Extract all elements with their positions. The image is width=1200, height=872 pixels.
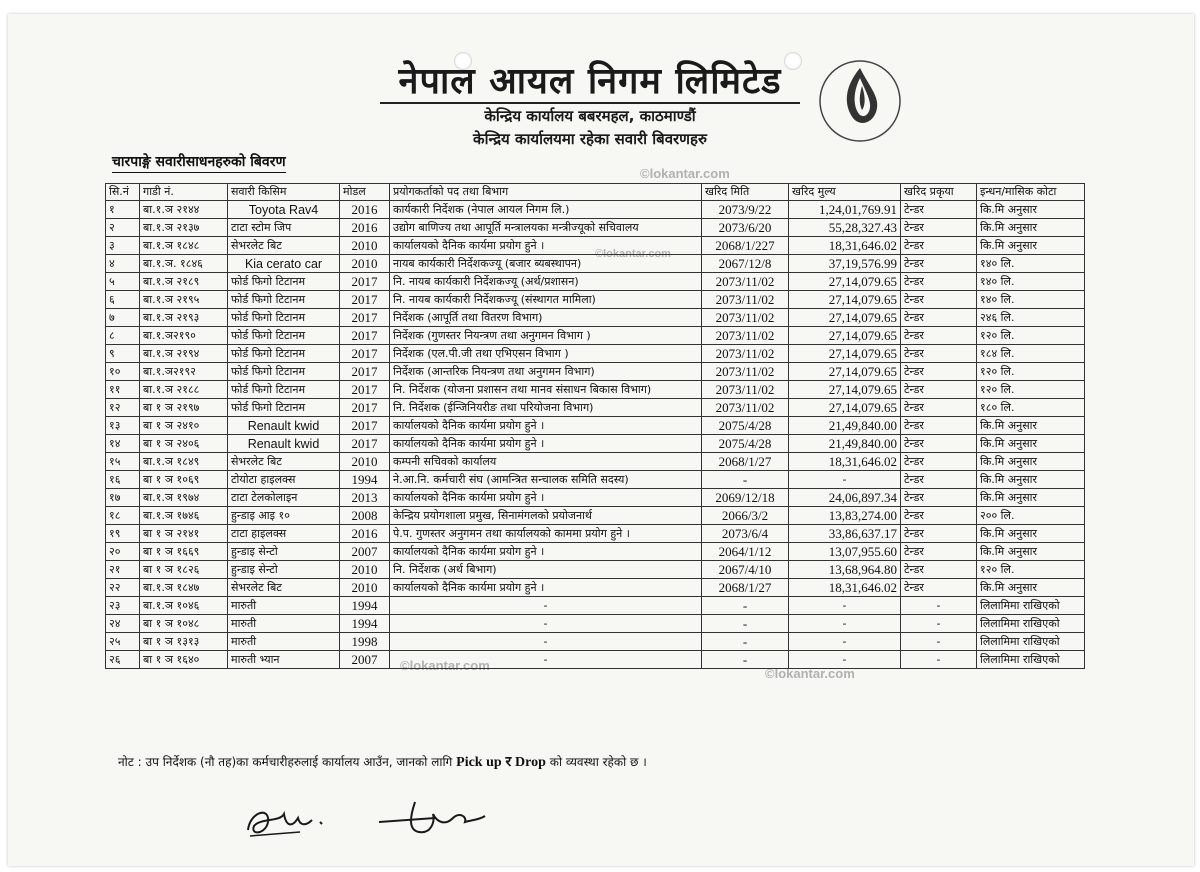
purchase-process-cell: - (901, 615, 977, 633)
purchase-price-cell: 33,86,637.17 (789, 525, 901, 543)
plate-number-cell: बा १ ञ २४०६ (140, 435, 228, 453)
table-row (106, 201, 1085, 219)
purchase-process-cell: टेन्डर (901, 399, 977, 417)
watermark: ©lokantar.com (595, 248, 671, 260)
purchase-process-cell: टेन्डर (901, 363, 977, 381)
purchase-price-cell: - (789, 615, 901, 633)
fuel-quota-cell: १२० लि. (977, 327, 1085, 345)
user-department-cell: उद्योग बाणिज्य तथा आपूर्ति मन्त्रालयका मन्त्रीज्यूको सचिवालय (390, 219, 702, 237)
purchase-date-cell: 2073/11/02 (702, 345, 789, 363)
model-year-cell: 1994 (340, 615, 390, 633)
fuel-quota-cell: लिलामिमा राखिएको (977, 615, 1085, 633)
table-row (106, 327, 1085, 345)
purchase-price-cell: 27,14,079.65 (789, 327, 901, 345)
user-department-cell: कार्यालयको दैनिक कार्यमा प्रयोग हुने । (390, 489, 702, 507)
user-department-cell: - (390, 597, 702, 615)
purchase-process-cell: टेन्डर (901, 219, 977, 237)
purchase-price-cell: 37,19,576.99 (789, 255, 901, 273)
user-department-cell: कम्पनी सचिवको कार्यालय (390, 453, 702, 471)
fuel-quota-cell: १२० लि. (977, 363, 1085, 381)
purchase-date-cell: - (702, 597, 789, 615)
model-year-cell: 2010 (340, 255, 390, 273)
plate-number-cell: बा १ ञ १०६९ (140, 471, 228, 489)
model-year-cell: 2017 (340, 273, 390, 291)
purchase-date-cell: 2067/12/8 (702, 255, 789, 273)
purchase-price-cell: 13,07,955.60 (789, 543, 901, 561)
fuel-quota-cell: कि.मि अनुसार (977, 453, 1085, 471)
model-year-cell: 2013 (340, 489, 390, 507)
fuel-quota-cell: लिलामिमा राखिएको (977, 597, 1085, 615)
plate-number-cell: बा.१.ञ १८४८ (140, 237, 228, 255)
plate-number-cell: बा.१.ञ २१८८ (140, 381, 228, 399)
plate-number-cell: बा.१.ञ २१३७ (140, 219, 228, 237)
purchase-process-cell: - (901, 651, 977, 669)
serial-number-cell: २२ (106, 579, 140, 597)
model-year-cell: 1994 (340, 471, 390, 489)
footer-note (118, 752, 647, 771)
fuel-quota-cell: १२० लि. (977, 381, 1085, 399)
purchase-price-cell: 13,68,964.80 (789, 561, 901, 579)
user-department-cell: नि. निर्देशक (ईन्जिनियरीङ तथा परियोजना विभाग) (390, 399, 702, 417)
fuel-quota-cell: कि.मि अनुसार (977, 579, 1085, 597)
purchase-date-cell: 2073/11/02 (702, 399, 789, 417)
purchase-price-cell: 27,14,079.65 (789, 291, 901, 309)
purchase-process-cell: टेन्डर (901, 201, 977, 219)
purchase-process-cell: टेन्डर (901, 489, 977, 507)
fuel-quota-cell: १८४ लि. (977, 345, 1085, 363)
serial-number-cell: १ (106, 201, 140, 219)
purchase-process-cell: टेन्डर (901, 309, 977, 327)
note-pickup: Pick up (456, 755, 502, 770)
plate-number-cell: बा १ ञ १०४८ (140, 615, 228, 633)
user-department-cell: नि. नायब कार्यकारी निर्देशकज्यू (संस्थागत मामिला) (390, 291, 702, 309)
vehicle-type-cell: Renault kwid (228, 417, 340, 435)
table-row (106, 615, 1085, 633)
purchase-date-cell: - (702, 633, 789, 651)
column-header: मोडल (340, 184, 390, 201)
table-row (106, 471, 1085, 489)
model-year-cell: 2016 (340, 201, 390, 219)
fuel-quota-cell: १४० लि. (977, 291, 1085, 309)
serial-number-cell: १३ (106, 417, 140, 435)
model-year-cell: 2010 (340, 237, 390, 255)
table-header-row (106, 184, 1085, 201)
user-department-cell: निर्देशक (आन्तरिक नियन्त्रण तथा अनुगमन विभाग) (390, 363, 702, 381)
user-department-cell: नि. निर्देशक (अर्थ बिभाग) (390, 561, 702, 579)
model-year-cell: 2017 (340, 327, 390, 345)
serial-number-cell: २५ (106, 633, 140, 651)
table-row (106, 453, 1085, 471)
user-department-cell: निर्देशक (गुणस्तर नियन्त्रण तथा अनुगमन विभाग ) (390, 327, 702, 345)
plate-number-cell: बा १ ञ २४१० (140, 417, 228, 435)
fuel-quota-cell: कि.मि अनुसार (977, 219, 1085, 237)
table-row (106, 363, 1085, 381)
user-department-cell: - (390, 651, 702, 669)
purchase-process-cell: टेन्डर (901, 453, 977, 471)
model-year-cell: 2017 (340, 435, 390, 453)
serial-number-cell: २३ (106, 597, 140, 615)
serial-number-cell: ८ (106, 327, 140, 345)
note-suffix: को व्यवस्था रहेको छ । (549, 755, 647, 769)
serial-number-cell: ७ (106, 309, 140, 327)
column-header: इन्धन/मासिक कोटा (977, 184, 1085, 201)
purchase-price-cell: - (789, 633, 901, 651)
plate-number-cell: बा.१.ञ १०४६ (140, 597, 228, 615)
purchase-date-cell: 2068/1/227 (702, 237, 789, 255)
plate-number-cell: बा.१.ञ १८४९ (140, 453, 228, 471)
model-year-cell: 2010 (340, 561, 390, 579)
fuel-quota-cell: कि.मि अनुसार (977, 237, 1085, 255)
serial-number-cell: ५ (106, 273, 140, 291)
signature-1 (240, 792, 350, 842)
user-department-cell: कार्यालयको दैनिक कार्यमा प्रयोग हुने । (390, 417, 702, 435)
plate-number-cell: बा.१.ञ २१९३ (140, 309, 228, 327)
table-row (106, 273, 1085, 291)
vehicle-type-cell: Renault kwid (228, 435, 340, 453)
plate-number-cell: बा १ ञ २१९७ (140, 399, 228, 417)
table-row (106, 345, 1085, 363)
table-row (106, 597, 1085, 615)
purchase-process-cell: - (901, 633, 977, 651)
serial-number-cell: ४ (106, 255, 140, 273)
user-department-cell: नायब कार्यकारी निर्देशकज्यू (बजार ब्यबस्थापन) (390, 255, 702, 273)
serial-number-cell: २४ (106, 615, 140, 633)
purchase-date-cell: 2073/6/4 (702, 525, 789, 543)
user-department-cell: केन्द्रिय प्रयोगशाला प्रमुख, सिनामंगलको प्रयोजनार्थ (390, 507, 702, 525)
vehicle-type-cell: हुन्डाइ आइ १० (228, 507, 340, 525)
user-department-cell: - (390, 615, 702, 633)
purchase-date-cell: 2067/4/10 (702, 561, 789, 579)
plate-number-cell: बा.१.ञ२१९० (140, 327, 228, 345)
purchase-price-cell: - (789, 651, 901, 669)
purchase-process-cell: टेन्डर (901, 435, 977, 453)
table-row (106, 651, 1085, 669)
vehicle-type-cell: फोर्ड फिगो टिटानम (228, 273, 340, 291)
plate-number-cell: बा.१.ञ १९७४ (140, 489, 228, 507)
plate-number-cell: बा १ ञ २१४१ (140, 525, 228, 543)
table-row (106, 489, 1085, 507)
table-row (106, 237, 1085, 255)
purchase-date-cell: - (702, 615, 789, 633)
model-year-cell: 2007 (340, 651, 390, 669)
plate-number-cell: बा १ ञ १३१३ (140, 633, 228, 651)
fuel-quota-cell: २०० लि. (977, 507, 1085, 525)
purchase-date-cell: 2073/9/22 (702, 201, 789, 219)
user-department-cell: कार्यालयको दैनिक कार्यमा प्रयोग हुने । (390, 579, 702, 597)
purchase-process-cell: टेन्डर (901, 327, 977, 345)
model-year-cell: 2017 (340, 363, 390, 381)
purchase-price-cell: 21,49,840.00 (789, 417, 901, 435)
table-row (106, 543, 1085, 561)
model-year-cell: 2016 (340, 525, 390, 543)
table-row (106, 219, 1085, 237)
purchase-process-cell: टेन्डर (901, 507, 977, 525)
vehicle-type-cell: मारुती भ्यान (228, 651, 340, 669)
user-department-cell: पे.प. गुणस्तर अनुगमन तथा कार्यालयको काममा प्रयोग हुने । (390, 525, 702, 543)
model-year-cell: 1998 (340, 633, 390, 651)
plate-number-cell: बा.१.ञ२१९२ (140, 363, 228, 381)
serial-number-cell: १८ (106, 507, 140, 525)
purchase-process-cell: टेन्डर (901, 579, 977, 597)
model-year-cell: 2008 (340, 507, 390, 525)
signature-2 (375, 792, 495, 842)
fuel-quota-cell: कि.मि अनुसार (977, 201, 1085, 219)
vehicle-type-cell: मारुती (228, 633, 340, 651)
model-year-cell: 2017 (340, 309, 390, 327)
column-header: सि.नं (106, 184, 140, 201)
user-department-cell: कार्यकारी निर्देशक (नेपाल आयल निगम लि.) (390, 201, 702, 219)
vehicle-type-cell: टाटा टेलकोलाइन (228, 489, 340, 507)
model-year-cell: 2007 (340, 543, 390, 561)
note-drop: Drop (515, 755, 546, 770)
table-row (106, 633, 1085, 651)
user-department-cell: कार्यालयको दैनिक कार्यमा प्रयोग हुने । (390, 543, 702, 561)
table-row (106, 255, 1085, 273)
vehicle-type-cell: फोर्ड फिगो टिटानम (228, 345, 340, 363)
purchase-date-cell: 2068/1/27 (702, 579, 789, 597)
serial-number-cell: १६ (106, 471, 140, 489)
column-header: खरिद मुल्य (789, 184, 901, 201)
purchase-date-cell: - (702, 651, 789, 669)
column-header: खरिद प्रकृया (901, 184, 977, 201)
user-department-cell: नि. नायब कार्यकारी निर्देशकज्यू (अर्थ/प्रशासन) (390, 273, 702, 291)
vehicle-type-cell: फोर्ड फिगो टिटानम (228, 363, 340, 381)
fuel-quota-cell: १४० लि. (977, 255, 1085, 273)
serial-number-cell: ९ (106, 345, 140, 363)
vehicle-type-cell: फोर्ड फिगो टिटानम (228, 399, 340, 417)
serial-number-cell: १९ (106, 525, 140, 543)
organization-title: नेपाल आयल निगम लिमिटेड (380, 60, 800, 104)
model-year-cell: 2017 (340, 381, 390, 399)
watermark: ©lokantar.com (400, 658, 490, 673)
plate-number-cell: बा १ ञ १६४० (140, 651, 228, 669)
vehicle-type-cell: टाटा हाइलक्स (228, 525, 340, 543)
fuel-quota-cell: कि.मि अनुसार (977, 417, 1085, 435)
serial-number-cell: २ (106, 219, 140, 237)
purchase-price-cell: 1,24,01,769.91 (789, 201, 901, 219)
purchase-date-cell: 2068/1/27 (702, 453, 789, 471)
purchase-process-cell: टेन्डर (901, 417, 977, 435)
user-department-cell: - (390, 633, 702, 651)
serial-number-cell: ३ (106, 237, 140, 255)
table-row (106, 399, 1085, 417)
vehicle-type-cell: फोर्ड फिगो टिटानम (228, 381, 340, 399)
fuel-quota-cell: १४० लि. (977, 273, 1085, 291)
company-logo-seal (815, 56, 905, 146)
fuel-quota-cell: कि.मि अनुसार (977, 543, 1085, 561)
vehicle-type-cell: Kia cerato car (228, 255, 340, 273)
purchase-price-cell: 27,14,079.65 (789, 273, 901, 291)
serial-number-cell: २६ (106, 651, 140, 669)
purchase-date-cell: 2073/11/02 (702, 381, 789, 399)
purchase-price-cell: 27,14,079.65 (789, 399, 901, 417)
purchase-process-cell: टेन्डर (901, 255, 977, 273)
serial-number-cell: १० (106, 363, 140, 381)
plate-number-cell: बा.१.ञ. १८४६ (140, 255, 228, 273)
table-row (106, 381, 1085, 399)
purchase-process-cell: - (901, 597, 977, 615)
office-address: केन्द्रिय कार्यालय बबरमहल, काठमाण्डौं (484, 107, 696, 125)
vehicle-type-cell: सेभरलेट बिट (228, 579, 340, 597)
purchase-process-cell: टेन्डर (901, 291, 977, 309)
model-year-cell: 2017 (340, 417, 390, 435)
vehicle-type-cell: सेभरलेट बिट (228, 453, 340, 471)
serial-number-cell: ११ (106, 381, 140, 399)
purchase-price-cell: 27,14,079.65 (789, 363, 901, 381)
model-year-cell: 2017 (340, 345, 390, 363)
note-prefix: नोट : उप निर्देशक (नौ तह)का कर्मचारीहरुलाई कार्यालय आउँन, जानको लागि (118, 755, 453, 769)
vehicle-type-cell: टाटा स्टोम जिप (228, 219, 340, 237)
column-header: सवारी किसिम (228, 184, 340, 201)
purchase-process-cell: टेन्डर (901, 273, 977, 291)
plate-number-cell: बा.१.ञ १७४६ (140, 507, 228, 525)
watermark: ©lokantar.com (640, 166, 730, 181)
vehicle-type-cell: सेभरलेट बिट (228, 237, 340, 255)
vehicle-type-cell: Toyota Rav4 (228, 201, 340, 219)
purchase-price-cell: 18,31,646.02 (789, 579, 901, 597)
plate-number-cell: बा.१.ञ २१९४ (140, 345, 228, 363)
purchase-process-cell: टेन्डर (901, 471, 977, 489)
plate-number-cell: बा.१.ञ १८४७ (140, 579, 228, 597)
fuel-quota-cell: कि.मि अनुसार (977, 525, 1085, 543)
purchase-date-cell: 2073/11/02 (702, 273, 789, 291)
purchase-price-cell: 13,83,274.00 (789, 507, 901, 525)
purchase-date-cell: 2073/6/20 (702, 219, 789, 237)
purchase-process-cell: टेन्डर (901, 381, 977, 399)
plate-number-cell: बा १ ञ १६६९ (140, 543, 228, 561)
purchase-date-cell: 2073/11/02 (702, 291, 789, 309)
purchase-date-cell: 2073/11/02 (702, 309, 789, 327)
plate-number-cell: बा.१.ञ २१४४ (140, 201, 228, 219)
purchase-process-cell: टेन्डर (901, 543, 977, 561)
vehicle-type-cell: फोर्ड फिगो टिटानम (228, 291, 340, 309)
purchase-price-cell: 27,14,079.65 (789, 345, 901, 363)
plate-number-cell: बा.१.ञ २१९५ (140, 291, 228, 309)
model-year-cell: 2017 (340, 291, 390, 309)
purchase-price-cell: 21,49,840.00 (789, 435, 901, 453)
model-year-cell: 2017 (340, 399, 390, 417)
fuel-quota-cell: १२० लि. (977, 561, 1085, 579)
watermark: ©lokantar.com (765, 666, 855, 681)
vehicle-type-cell: मारुती (228, 597, 340, 615)
purchase-process-cell: टेन्डर (901, 561, 977, 579)
purchase-date-cell: - (702, 471, 789, 489)
table-row (106, 435, 1085, 453)
table-row (106, 579, 1085, 597)
plate-number-cell: बा.१.ञ २१८९ (140, 273, 228, 291)
purchase-process-cell: टेन्डर (901, 237, 977, 255)
purchase-price-cell: 55,28,327.43 (789, 219, 901, 237)
model-year-cell: 1994 (340, 597, 390, 615)
serial-number-cell: १५ (106, 453, 140, 471)
user-department-cell: निर्देशक (एल.पी.जी तथा एभिएसन विभाग ) (390, 345, 702, 363)
vehicle-type-cell: फोर्ड फिगो टिटानम (228, 327, 340, 345)
fuel-quota-cell: कि.मि अनुसार (977, 489, 1085, 507)
user-department-cell: कार्यालयको दैनिक कार्यमा प्रयोग हुने । (390, 237, 702, 255)
serial-number-cell: २१ (106, 561, 140, 579)
user-department-cell: नि. निर्देशक (योजना प्रशासन तथा मानव संसाधन बिकास विभाग) (390, 381, 702, 399)
vehicle-type-cell: फोर्ड फिगो टिटानम (228, 309, 340, 327)
fuel-quota-cell: कि.मि अनुसार (977, 471, 1085, 489)
column-header: गाडी नं. (140, 184, 228, 201)
note-ra: र (505, 755, 512, 770)
purchase-price-cell: - (789, 597, 901, 615)
purchase-price-cell: 24,06,897.34 (789, 489, 901, 507)
user-department-cell: कार्यालयको दैनिक कार्यमा प्रयोग हुने । (390, 435, 702, 453)
model-year-cell: 2010 (340, 453, 390, 471)
purchase-price-cell: 18,31,646.02 (789, 453, 901, 471)
vehicle-table (105, 183, 1085, 669)
serial-number-cell: १२ (106, 399, 140, 417)
table-row (106, 417, 1085, 435)
fuel-quota-cell: लिलामिमा राखिएको (977, 651, 1085, 669)
column-header: प्रयोगकर्ताको पद तथा बिभाग (390, 184, 702, 201)
user-department-cell: ने.आ.नि. कर्मचारी संघ (आमन्त्रित सन्चालक समिति सदस्य) (390, 471, 702, 489)
section-title: चारपाङ्गे सवारीसाधनहरुको बिवरण (112, 152, 286, 173)
table-row (106, 507, 1085, 525)
serial-number-cell: १७ (106, 489, 140, 507)
plate-number-cell: बा १ ञ १८२६ (140, 561, 228, 579)
document-subtitle: केन्द्रिय कार्यालयमा रहेका सवारी बिवरणहरु (473, 130, 707, 148)
purchase-process-cell: टेन्डर (901, 525, 977, 543)
vehicle-type-cell: मारुती (228, 615, 340, 633)
purchase-date-cell: 2066/3/2 (702, 507, 789, 525)
model-year-cell: 2010 (340, 579, 390, 597)
serial-number-cell: २० (106, 543, 140, 561)
fuel-quota-cell: १८० लि. (977, 399, 1085, 417)
vehicle-type-cell: टोयोटा हाइलक्स (228, 471, 340, 489)
purchase-date-cell: 2075/4/28 (702, 417, 789, 435)
purchase-price-cell: 18,31,646.02 (789, 237, 901, 255)
purchase-process-cell: टेन्डर (901, 345, 977, 363)
user-department-cell: निर्देशक (आपूर्ति तथा वितरण विभाग) (390, 309, 702, 327)
purchase-date-cell: 2073/11/02 (702, 327, 789, 345)
fuel-quota-cell: २४६ लि. (977, 309, 1085, 327)
table-row (106, 561, 1085, 579)
table-row (106, 309, 1085, 327)
fuel-quota-cell: लिलामिमा राखिएको (977, 633, 1085, 651)
table-row (106, 291, 1085, 309)
serial-number-cell: ६ (106, 291, 140, 309)
serial-number-cell: १४ (106, 435, 140, 453)
purchase-date-cell: 2073/11/02 (702, 363, 789, 381)
table-row (106, 525, 1085, 543)
purchase-price-cell: - (789, 471, 901, 489)
purchase-price-cell: 27,14,079.65 (789, 381, 901, 399)
purchase-date-cell: 2075/4/28 (702, 435, 789, 453)
vehicle-type-cell: हुन्डाइ सेन्टो (228, 561, 340, 579)
purchase-date-cell: 2069/12/18 (702, 489, 789, 507)
fuel-quota-cell: कि.मि अनुसार (977, 435, 1085, 453)
purchase-date-cell: 2064/1/12 (702, 543, 789, 561)
vehicle-type-cell: हुन्डाइ सेन्टो (228, 543, 340, 561)
column-header: खरिद मिति (702, 184, 789, 201)
purchase-price-cell: 27,14,079.65 (789, 309, 901, 327)
model-year-cell: 2016 (340, 219, 390, 237)
